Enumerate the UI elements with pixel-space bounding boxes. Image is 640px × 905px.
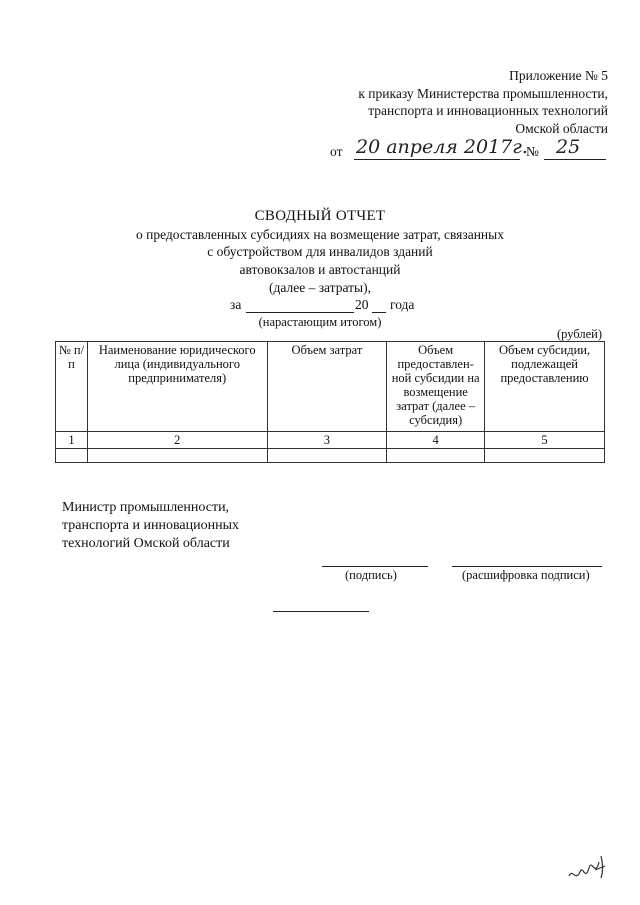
period-blank [246,312,354,313]
header-line-1: к приказу Министерства промышленности, [358,86,608,101]
table-cell: 2 [87,432,267,449]
handwritten-mark-icon [565,848,615,890]
period-line [230,297,430,315]
header-line-2: транспорта и инновационных технологий [368,103,608,118]
order-date-line [330,136,610,162]
table-cell [56,449,88,463]
table-cell: 1 [56,432,88,449]
header-cell-name: Наименование юридического лица (индивидуального предпринимателя) [87,342,267,432]
subtitle-line-1: о предоставленных субсидиях на возмещение затрат, связанных [136,227,504,242]
year-suffix: года [390,297,415,312]
subtitle-line-2: с обустройством для инвалидов зданий [207,244,433,259]
signature-line [322,566,428,567]
from-label: от [330,144,343,159]
report-title: СВОДНЫЙ ОТЧЕТ [254,208,386,224]
signature-decode-line [452,566,602,567]
table-row [56,449,605,463]
handwritten-number: 25 [556,136,581,158]
subtitle-line-3: автовокзалов и автостанций [239,262,401,277]
subtitle-line-4: (далее – затраты), [269,280,371,295]
units-label: (рублей) [556,327,602,341]
year-prefix: 20 [355,297,369,312]
number-underline [544,159,606,160]
table-cell [267,449,387,463]
table-cell [387,449,485,463]
header-cell-provided-subsidy: Объем предоставлен-ной субсидии на возмещение затрат (далее – субсидия) [387,342,485,432]
header-line-3: Омской области [515,121,608,136]
decode-caption: (расшифровка подписи) [462,568,590,582]
end-separator-line [273,611,369,612]
table-cell [485,449,605,463]
number-label: № [526,144,539,159]
table-cell [87,449,267,463]
header-cell-costs: Объем затрат [267,342,387,432]
minister-title: Министр промышленности, транспорта и инновационных технологий Омской области [62,500,240,551]
year-blank [372,312,386,313]
appendix-number: Приложение № 5 [509,68,608,83]
table-numbering-row [56,432,605,449]
header-cell-subsidy-due: Объем субсидии, подлежащей предоставлению [485,342,605,432]
signature-caption: (подпись) [345,568,397,582]
table-cell: 3 [267,432,387,449]
date-underline [354,159,520,160]
for-label: за [230,297,242,312]
cumulative-note: (нарастающим итогом) [258,315,382,329]
header-cell-number: № п/п [56,342,88,432]
report-table [55,341,605,463]
handwritten-date: 20 апреля 2017г. [356,136,528,158]
table-cell: 5 [485,432,605,449]
table-cell: 4 [387,432,485,449]
table-header-row [56,342,605,432]
